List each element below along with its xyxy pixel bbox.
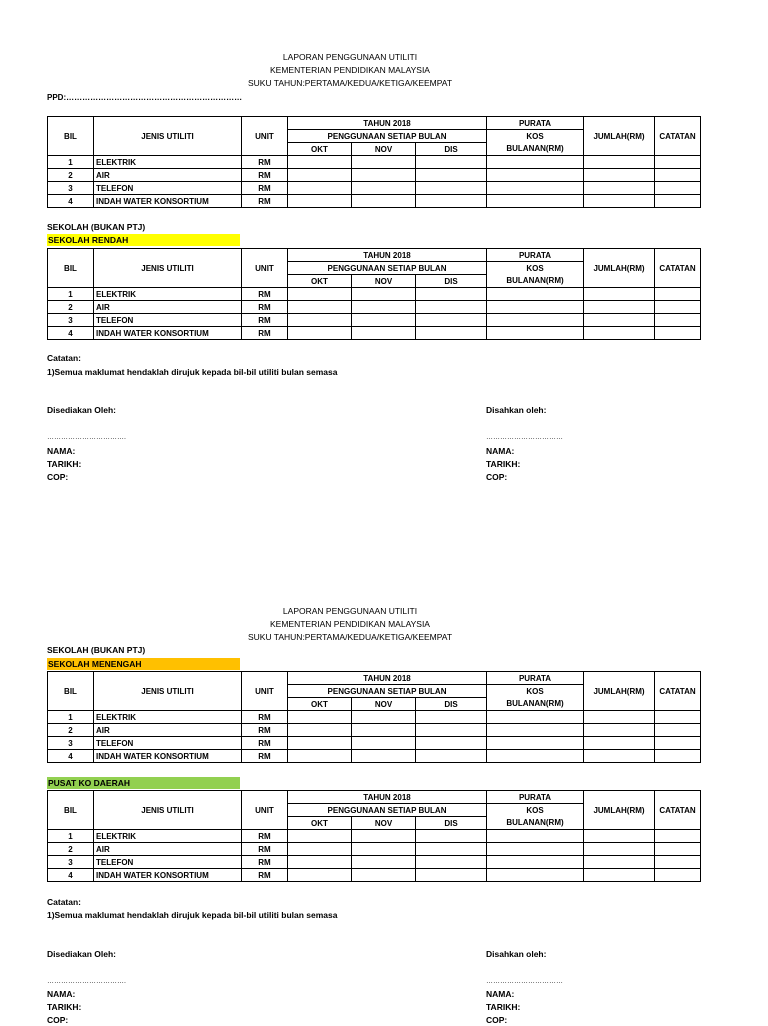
- utility-table: [47, 116, 701, 208]
- cell-catatan[interactable]: [655, 856, 701, 869]
- table-row: [48, 182, 701, 195]
- cell-purata[interactable]: [487, 711, 584, 724]
- header-jumlah: JUMLAH(RM): [584, 791, 655, 830]
- cell-okt[interactable]: [288, 314, 352, 327]
- cell-nov[interactable]: [352, 856, 416, 869]
- header-penggunaan: PENGGUNAAN SETIAP BULAN: [288, 262, 487, 275]
- header-month-okt: OKT: [288, 275, 352, 288]
- cell-catatan[interactable]: [655, 195, 701, 208]
- header-month-dis: DIS: [416, 698, 487, 711]
- cell-dis[interactable]: [416, 195, 487, 208]
- row-name: AIR: [94, 843, 242, 856]
- header-jenis-utiliti: JENIS UTILITI: [94, 249, 242, 288]
- header-month-dis: DIS: [416, 275, 487, 288]
- row-name: AIR: [94, 724, 242, 737]
- cell-dis[interactable]: [416, 301, 487, 314]
- header-jumlah: JUMLAH(RM): [584, 117, 655, 156]
- report-title: LAPORAN PENGGUNAAN UTILITI: [282, 52, 418, 62]
- cell-nov[interactable]: [352, 288, 416, 301]
- header-jenis-utiliti: JENIS UTILITI: [94, 672, 242, 711]
- header-tahun: TAHUN 2018: [288, 672, 487, 685]
- cell-catatan[interactable]: [655, 830, 701, 843]
- row-no: 1: [48, 711, 94, 724]
- row-unit: RM: [242, 182, 288, 195]
- cell-catatan[interactable]: [655, 169, 701, 182]
- header-bil: BIL: [48, 672, 94, 711]
- header-bulanan: BULANAN(RM): [487, 275, 584, 288]
- cell-jumlah[interactable]: [584, 843, 655, 856]
- row-name: TELEFON: [94, 856, 242, 869]
- cell-jumlah[interactable]: [584, 724, 655, 737]
- cop-right: COP:: [486, 472, 508, 482]
- row-no: 1: [48, 156, 94, 169]
- section-sekolah-rendah: SEKOLAH RENDAH: [47, 234, 240, 246]
- note-1: 1)Semua maklumat hendaklah dirujuk kepada bil-bil utiliti bulan semasa: [47, 367, 338, 377]
- header-tahun: TAHUN 2018: [288, 117, 487, 130]
- table-row: [48, 750, 701, 763]
- row-no: 2: [48, 843, 94, 856]
- cell-purata[interactable]: [487, 327, 584, 340]
- header-purata: PURATA: [487, 672, 584, 685]
- header-kos: KOS: [487, 685, 584, 698]
- header-month-okt: OKT: [288, 698, 352, 711]
- table-row: [48, 156, 701, 169]
- header-month-nov: NOV: [352, 698, 416, 711]
- cell-purata[interactable]: [487, 169, 584, 182]
- row-unit: RM: [242, 724, 288, 737]
- cell-catatan[interactable]: [655, 288, 701, 301]
- cell-dis[interactable]: [416, 169, 487, 182]
- table-row: [48, 737, 701, 750]
- cell-catatan[interactable]: [655, 314, 701, 327]
- row-no: 2: [48, 301, 94, 314]
- row-unit: RM: [242, 169, 288, 182]
- row-name: INDAH WATER KONSORTIUM: [94, 750, 242, 763]
- cell-catatan[interactable]: [655, 750, 701, 763]
- row-name: ELEKTRIK: [94, 830, 242, 843]
- header-unit: UNIT: [242, 791, 288, 830]
- row-unit: RM: [242, 195, 288, 208]
- cell-nov[interactable]: [352, 327, 416, 340]
- cell-okt[interactable]: [288, 327, 352, 340]
- cell-jumlah[interactable]: [584, 182, 655, 195]
- cell-nov[interactable]: [352, 314, 416, 327]
- cell-jumlah[interactable]: [584, 288, 655, 301]
- quarter-title: SUKU TAHUN:PERTAMA/KEDUA/KETIGA/KEEMPAT: [247, 78, 453, 88]
- ministry-title-2: KEMENTERIAN PENDIDIKAN MALAYSIA: [270, 619, 430, 629]
- cell-jumlah[interactable]: [584, 156, 655, 169]
- row-name: ELEKTRIK: [94, 288, 242, 301]
- table-row: [48, 856, 701, 869]
- header-catatan: CATATAN: [655, 249, 701, 288]
- row-name: TELEFON: [94, 314, 242, 327]
- header-month-okt: OKT: [288, 143, 352, 156]
- cell-okt[interactable]: [288, 156, 352, 169]
- section-sekolah-bukan-ptj: SEKOLAH (BUKAN PTJ): [47, 222, 146, 232]
- row-name: INDAH WATER KONSORTIUM: [94, 195, 242, 208]
- header-bulanan: BULANAN(RM): [487, 817, 584, 830]
- header-unit: UNIT: [242, 672, 288, 711]
- header-purata: PURATA: [487, 791, 584, 804]
- header-jumlah: JUMLAH(RM): [584, 249, 655, 288]
- nama-left: NAMA:: [47, 446, 76, 456]
- cell-nov[interactable]: [352, 711, 416, 724]
- cell-okt[interactable]: [288, 169, 352, 182]
- disediakan-label: Disediakan Oleh:: [47, 405, 116, 415]
- cell-catatan[interactable]: [655, 327, 701, 340]
- cell-catatan[interactable]: [655, 724, 701, 737]
- row-no: 2: [48, 169, 94, 182]
- row-name: TELEFON: [94, 737, 242, 750]
- cell-okt[interactable]: [288, 301, 352, 314]
- tarikh-right-2: TARIKH:: [486, 1002, 521, 1012]
- cell-catatan[interactable]: [655, 869, 701, 882]
- cell-purata[interactable]: [487, 314, 584, 327]
- cell-jumlah[interactable]: [584, 737, 655, 750]
- cell-dis[interactable]: [416, 869, 487, 882]
- cell-purata[interactable]: [487, 843, 584, 856]
- table-row: [48, 711, 701, 724]
- row-unit: RM: [242, 711, 288, 724]
- header-jenis-utiliti: JENIS UTILITI: [94, 117, 242, 156]
- header-catatan: CATATAN: [655, 672, 701, 711]
- cell-jumlah[interactable]: [584, 169, 655, 182]
- cell-purata[interactable]: [487, 724, 584, 737]
- row-no: 4: [48, 869, 94, 882]
- catatan-label-2: Catatan:: [47, 897, 82, 907]
- header-penggunaan: PENGGUNAAN SETIAP BULAN: [288, 804, 487, 817]
- table-row: [48, 169, 701, 182]
- row-no: 4: [48, 750, 94, 763]
- table-row: [48, 830, 701, 843]
- section-sekolah-bukan-ptj-2: SEKOLAH (BUKAN PTJ): [47, 645, 146, 655]
- cell-nov[interactable]: [352, 156, 416, 169]
- cell-nov[interactable]: [352, 750, 416, 763]
- utility-table: [47, 248, 701, 340]
- row-unit: RM: [242, 830, 288, 843]
- row-unit: RM: [242, 314, 288, 327]
- header-month-nov: NOV: [352, 817, 416, 830]
- cell-dis[interactable]: [416, 856, 487, 869]
- row-unit: RM: [242, 856, 288, 869]
- cell-dis[interactable]: [416, 156, 487, 169]
- cell-dis[interactable]: [416, 327, 487, 340]
- quarter-title-2: SUKU TAHUN:PERTAMA/KEDUA/KETIGA/KEEMPAT: [247, 632, 453, 642]
- header-penggunaan: PENGGUNAAN SETIAP BULAN: [288, 685, 487, 698]
- cell-catatan[interactable]: [655, 156, 701, 169]
- row-unit: RM: [242, 869, 288, 882]
- cell-okt[interactable]: [288, 869, 352, 882]
- cell-okt[interactable]: [288, 830, 352, 843]
- cell-purata[interactable]: [487, 856, 584, 869]
- cell-okt[interactable]: [288, 195, 352, 208]
- cell-purata[interactable]: [487, 301, 584, 314]
- row-name: TELEFON: [94, 182, 242, 195]
- table-row: [48, 195, 701, 208]
- cop-left: COP:: [47, 472, 69, 482]
- signature-line-right-2: ……………………………: [486, 978, 563, 985]
- cell-jumlah[interactable]: [584, 869, 655, 882]
- row-no: 4: [48, 195, 94, 208]
- cell-catatan[interactable]: [655, 843, 701, 856]
- note-1-2: 1)Semua maklumat hendaklah dirujuk kepada bil-bil utiliti bulan semasa: [47, 910, 338, 920]
- cell-dis[interactable]: [416, 288, 487, 301]
- signature-line-right: ……………………………: [486, 434, 563, 441]
- cell-nov[interactable]: [352, 301, 416, 314]
- header-purata: PURATA: [487, 117, 584, 130]
- row-name: AIR: [94, 301, 242, 314]
- row-name: ELEKTRIK: [94, 711, 242, 724]
- cell-jumlah[interactable]: [584, 195, 655, 208]
- cell-catatan[interactable]: [655, 711, 701, 724]
- cell-nov[interactable]: [352, 843, 416, 856]
- cell-okt[interactable]: [288, 750, 352, 763]
- row-unit: RM: [242, 156, 288, 169]
- header-month-dis: DIS: [416, 143, 487, 156]
- header-tahun: TAHUN 2018: [288, 249, 487, 262]
- header-bil: BIL: [48, 117, 94, 156]
- signature-line-left: …………………………….: [47, 434, 126, 441]
- header-kos: KOS: [487, 130, 584, 143]
- cell-dis[interactable]: [416, 182, 487, 195]
- cell-jumlah[interactable]: [584, 830, 655, 843]
- header-catatan: CATATAN: [655, 117, 701, 156]
- cell-jumlah[interactable]: [584, 856, 655, 869]
- row-no: 3: [48, 182, 94, 195]
- header-kos: KOS: [487, 804, 584, 817]
- cell-okt[interactable]: [288, 843, 352, 856]
- utility-table: [47, 671, 701, 763]
- cell-purata[interactable]: [487, 750, 584, 763]
- table-row: [48, 869, 701, 882]
- header-month-nov: NOV: [352, 143, 416, 156]
- cell-dis[interactable]: [416, 843, 487, 856]
- disahkan-label: Disahkan oleh:: [486, 405, 547, 415]
- nama-right-2: NAMA:: [486, 989, 515, 999]
- row-no: 3: [48, 856, 94, 869]
- cell-jumlah[interactable]: [584, 314, 655, 327]
- cell-nov[interactable]: [352, 737, 416, 750]
- signature-line-left-2: …………………………….: [47, 978, 126, 985]
- cell-okt[interactable]: [288, 288, 352, 301]
- cell-purata[interactable]: [487, 830, 584, 843]
- header-jumlah: JUMLAH(RM): [584, 672, 655, 711]
- cell-jumlah[interactable]: [584, 327, 655, 340]
- cell-nov[interactable]: [352, 169, 416, 182]
- row-no: 3: [48, 314, 94, 327]
- cell-purata[interactable]: [487, 288, 584, 301]
- row-no: 1: [48, 830, 94, 843]
- row-unit: RM: [242, 737, 288, 750]
- tarikh-left-2: TARIKH:: [47, 1002, 82, 1012]
- cell-purata[interactable]: [487, 182, 584, 195]
- row-unit: RM: [242, 750, 288, 763]
- header-tahun: TAHUN 2018: [288, 791, 487, 804]
- cell-catatan[interactable]: [655, 301, 701, 314]
- cell-dis[interactable]: [416, 830, 487, 843]
- header-month-okt: OKT: [288, 817, 352, 830]
- cop-left-2: COP:: [47, 1015, 69, 1025]
- section-sekolah-menengah: SEKOLAH MENENGAH: [47, 658, 240, 670]
- nama-left-2: NAMA:: [47, 989, 76, 999]
- row-unit: RM: [242, 843, 288, 856]
- table-row: [48, 314, 701, 327]
- row-unit: RM: [242, 327, 288, 340]
- cell-jumlah[interactable]: [584, 301, 655, 314]
- header-unit: UNIT: [242, 117, 288, 156]
- section-pusat-ko-daerah: PUSAT KO DAERAH: [47, 777, 240, 789]
- ppd-line: PPD:…………………………………………………………: [47, 93, 243, 102]
- table-row: [48, 843, 701, 856]
- row-name: AIR: [94, 169, 242, 182]
- cell-nov[interactable]: [352, 724, 416, 737]
- cop-right-2: COP:: [486, 1015, 508, 1025]
- cell-okt[interactable]: [288, 182, 352, 195]
- header-bulanan: BULANAN(RM): [487, 698, 584, 711]
- cell-dis[interactable]: [416, 314, 487, 327]
- cell-nov[interactable]: [352, 830, 416, 843]
- row-name: ELEKTRIK: [94, 156, 242, 169]
- cell-nov[interactable]: [352, 195, 416, 208]
- cell-dis[interactable]: [416, 737, 487, 750]
- table-row: [48, 724, 701, 737]
- cell-purata[interactable]: [487, 195, 584, 208]
- table-row: [48, 327, 701, 340]
- table-row: [48, 301, 701, 314]
- header-month-nov: NOV: [352, 275, 416, 288]
- row-no: 4: [48, 327, 94, 340]
- header-purata: PURATA: [487, 249, 584, 262]
- disahkan-label-2: Disahkan oleh:: [486, 949, 547, 959]
- cell-nov[interactable]: [352, 182, 416, 195]
- row-name: INDAH WATER KONSORTIUM: [94, 327, 242, 340]
- cell-okt[interactable]: [288, 711, 352, 724]
- cell-dis[interactable]: [416, 724, 487, 737]
- header-catatan: CATATAN: [655, 791, 701, 830]
- cell-purata[interactable]: [487, 737, 584, 750]
- row-unit: RM: [242, 288, 288, 301]
- row-no: 3: [48, 737, 94, 750]
- cell-jumlah[interactable]: [584, 750, 655, 763]
- cell-purata[interactable]: [487, 869, 584, 882]
- cell-purata[interactable]: [487, 156, 584, 169]
- cell-nov[interactable]: [352, 869, 416, 882]
- tarikh-right: TARIKH:: [486, 459, 521, 469]
- report-title-2: LAPORAN PENGGUNAAN UTILITI: [282, 606, 418, 616]
- header-penggunaan: PENGGUNAAN SETIAP BULAN: [288, 130, 487, 143]
- row-unit: RM: [242, 301, 288, 314]
- catatan-label: Catatan:: [47, 353, 82, 363]
- cell-jumlah[interactable]: [584, 711, 655, 724]
- utility-table: [47, 790, 701, 882]
- tarikh-left: TARIKH:: [47, 459, 82, 469]
- cell-dis[interactable]: [416, 711, 487, 724]
- disediakan-label-2: Disediakan Oleh:: [47, 949, 116, 959]
- header-kos: KOS: [487, 262, 584, 275]
- cell-catatan[interactable]: [655, 737, 701, 750]
- header-bil: BIL: [48, 791, 94, 830]
- cell-okt[interactable]: [288, 737, 352, 750]
- nama-right: NAMA:: [486, 446, 515, 456]
- ministry-title: KEMENTERIAN PENDIDIKAN MALAYSIA: [270, 65, 430, 75]
- row-name: INDAH WATER KONSORTIUM: [94, 869, 242, 882]
- header-unit: UNIT: [242, 249, 288, 288]
- header-bulanan: BULANAN(RM): [487, 143, 584, 156]
- table-row: [48, 288, 701, 301]
- cell-okt[interactable]: [288, 724, 352, 737]
- header-bil: BIL: [48, 249, 94, 288]
- row-no: 1: [48, 288, 94, 301]
- cell-dis[interactable]: [416, 750, 487, 763]
- header-jenis-utiliti: JENIS UTILITI: [94, 791, 242, 830]
- row-no: 2: [48, 724, 94, 737]
- cell-catatan[interactable]: [655, 182, 701, 195]
- cell-okt[interactable]: [288, 856, 352, 869]
- header-month-dis: DIS: [416, 817, 487, 830]
